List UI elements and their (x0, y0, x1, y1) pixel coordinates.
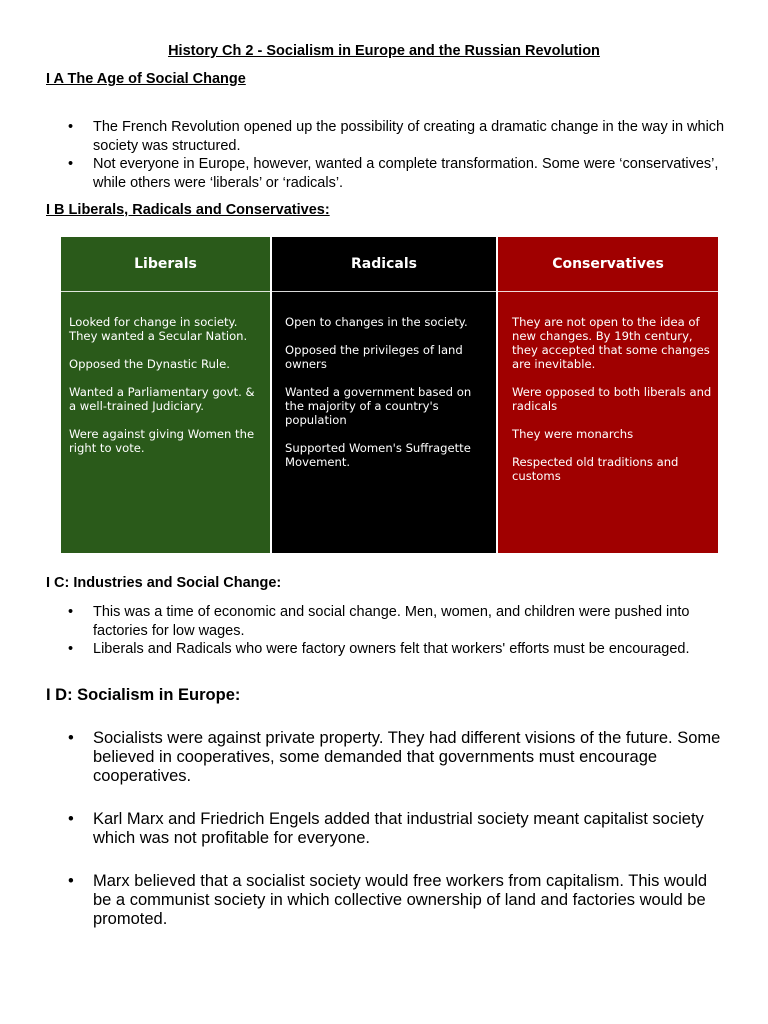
page-title: History Ch 2 - Socialism in Europe and the Russian Revolution (168, 43, 600, 59)
liberals-point: Wanted a Parliamentary govt. & a well-trained Judiciary. (69, 385, 255, 413)
section-d-heading: I D: Socialism in Europe: (46, 686, 241, 704)
liberals-column (61, 237, 270, 553)
list-item: • This was a time of economic and social change. Men, women, and children were pushed into factories for low wages. (46, 603, 726, 640)
divider (498, 291, 718, 292)
section-d-list (46, 729, 726, 953)
radicals-point: Wanted a government based on the majority of a country's population (285, 385, 472, 427)
list-item: • Not everyone in Europe, however, wanted a complete transformation. Some were ‘conservatives’, while others were ‘liberals’ or ‘radicals’. (46, 155, 726, 192)
conservatives-column (498, 237, 718, 553)
section-a-heading: I A The Age of Social Change (46, 71, 246, 87)
liberals-point: Looked for change in society. They wanted a Secular Nation. (69, 315, 248, 343)
radicals-point: Opposed the privileges of land owners (285, 343, 463, 371)
list-item: • Socialists were against private property. They had different visions of the future. Some believed in cooperatives, some demanded that governments must encourage cooperatives. (46, 729, 726, 786)
radicals-point: Open to changes in the society. (285, 315, 468, 329)
list-item: • Karl Marx and Friedrich Engels added that industrial society meant capitalist society which was not profitable for everyone. (46, 810, 726, 848)
section-c-heading: I C: Industries and Social Change: (46, 575, 282, 591)
conservatives-point: They are not open to the idea of new changes. By 19th century, they accepted that some changes are inevitable. (512, 315, 710, 371)
divider (272, 291, 496, 292)
conservatives-title: Conservatives (552, 256, 664, 272)
section-a-list (46, 118, 726, 192)
radicals-title: Radicals (351, 256, 417, 272)
liberals-point: Opposed the Dynastic Rule. (69, 357, 230, 371)
section-c-list (46, 603, 726, 659)
list-item: • The French Revolution opened up the possibility of creating a dramatic change in the way in which society was structured. (46, 118, 726, 155)
comparison-table (61, 237, 718, 553)
radicals-column (272, 237, 496, 553)
list-item: • Marx believed that a socialist society would free workers from capitalism. This would be a communist society in which collective ownership of land and factories would be promoted. (46, 872, 726, 929)
conservatives-point: Respected old traditions and customs (512, 455, 679, 483)
list-item: • Liberals and Radicals who were factory owners felt that workers' efforts must be encouraged. (46, 640, 726, 659)
divider (61, 291, 270, 292)
conservatives-point: Were opposed to both liberals and radicals (512, 385, 712, 413)
section-b-heading: I B Liberals, Radicals and Conservatives: (46, 202, 330, 218)
radicals-point: Supported Women's Suffragette Movement. (285, 441, 471, 469)
conservatives-point: They were monarchs (512, 427, 634, 441)
liberals-title: Liberals (134, 256, 197, 272)
liberals-point: Were against giving Women the right to vote. (69, 427, 255, 455)
